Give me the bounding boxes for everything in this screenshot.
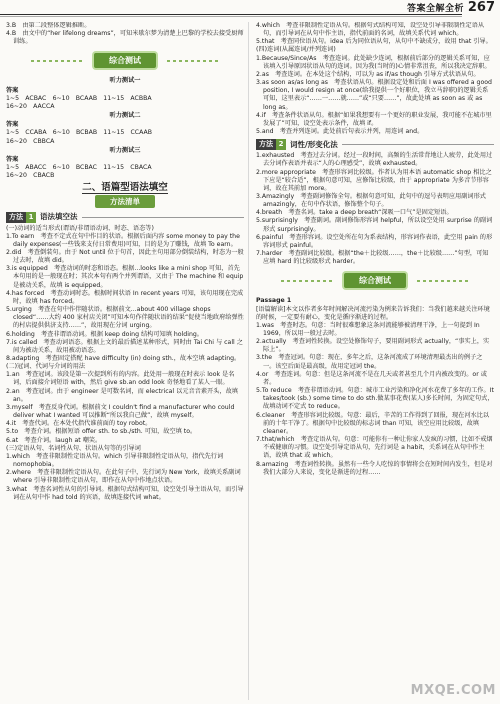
- answer-explanation: (二)冠词、代词与介词的用法: [6, 363, 86, 371]
- test-banner-2: [256, 270, 494, 292]
- subsection-heading: (一)动词的适当形式(谓语/非谓语动词、时态、语态等): [6, 224, 154, 232]
- answer-explanation: 5.To reduce 考查非谓语动词。句意：城市工业污染和净化河水花费了多年的工作。It takes/took (sb.) some time to do sth.做某事花费(某人)多长时间，为固定句式，故填动词不定式 to reduce。: [256, 387, 494, 411]
- answer-explanation: 3.myself 考查反身代词。根据前文 I couldn't find a manufacturer who could deliver what I wanted 可以推断“所以我自己做”，故填 myself。: [6, 403, 235, 420]
- answer-line: 1~5 ABACC 6~10 BCBAC 11~15 CBACA: [6, 164, 152, 172]
- answer-explanation: 2.did 考查倒装句。由于 Not until 位于句首，因此主句用部分倒装结构，时态为一般过去时，故填 did。: [6, 248, 244, 265]
- passage-title: Passage 1: [256, 297, 292, 305]
- answer-explanation: 2.as 考查连词。在本处这个结构，可以为 as if/as though 引导方式状语从句。: [256, 70, 480, 78]
- answer-line: 16~20 AACCA: [6, 102, 55, 110]
- answer-explanation: 5.surprisingly 考查副词。副词修饰形容词 helpful，所以设空处用 surprise 的副词形式 surprisingly。: [256, 217, 493, 233]
- left-body-text: [6, 233, 244, 502]
- answer-explanation: 1.Because/Since/As 考查连词。此处缺少连词，根据前后部分的逻辑关系可知，应该填入引导原因状语从句的连词。因为我(当时的)心情非常沮丧，所以我决定辞职。: [256, 54, 491, 70]
- listening-test-3-title: 听力测试三: [109, 146, 141, 154]
- answer-explanation: 1.which 考查非限制性定语从句。which 引导非限制性定语从句，指代先行词 nomophobia。: [6, 452, 224, 469]
- section-title: 二、语篇型语法填空: [82, 182, 168, 194]
- method-label: 词性/形变化法: [290, 139, 338, 149]
- answer-explanation: 4.which 考查非限制性定语从句。根据句式结构可知，设空处引导非限制性定语从句，而引导词在从句中作主语，指代前面的名词，故填关系代词 which。: [256, 22, 485, 38]
- answer-explanation: 2.actually 考查词性转换。设空处修饰句子，要用副词形式 actually，“事实上，实际上”。: [256, 338, 490, 354]
- test-banner-label: 综合测试: [344, 273, 406, 288]
- answer-label: 答案: [6, 155, 19, 163]
- answer-explanation: 1.an 考查冠词。该段是第一次提到所有的内容。此处用一般现在时表示 look 是名词，后面接介词短语 with，然后 give sb.an odd look 奇怪地看了某人一眼。: [6, 371, 235, 387]
- answer-explanation: 8.amazing 考查词性转换。虽然有一些令人吃惊的事情将会在短时间内发生，但是对我们大部分人来说，变化是渐进的过程……: [256, 460, 493, 476]
- left-column: [6, 22, 244, 700]
- answer-explanation: 5.that 考查同位语从句。idea 后为同位语从句，从句中不缺成分，故用 that 引导。: [256, 38, 492, 46]
- right-body-text-2: [256, 152, 494, 266]
- watermark: MXQE.COM: [410, 683, 496, 698]
- method-number: 2: [276, 139, 286, 150]
- answer-explanation: 3.Amazingly 考查副词修饰全句。根据句意可知，此句中的逗号表明应用副词形式 amazingly，在句中作状语，修饰整个句子。: [256, 192, 486, 209]
- method-heading-1: [6, 212, 244, 223]
- page-header: [0, 0, 500, 18]
- answer-explanation: 4.if 考查条件状语从句。根据“如果我想要有一个更好的职业发展，我可能不在城市里发展了”可知，设空处表示条件，故填 if。: [256, 111, 492, 127]
- answer-explanation: 6.at 考查介词。laugh at 嘲笑。: [6, 436, 102, 444]
- listening-test-2-title: 听力测试二: [109, 112, 141, 120]
- answer-explanation: 6.painful 考查形容词。设空处所在句为系表结构，形容词作表语，此空用 pain 的形容词形式 painful。: [256, 233, 493, 249]
- header-title: 答案全解全析: [406, 4, 464, 14]
- method-tag: 方法: [256, 139, 276, 150]
- answer-explanation: 2.where 考查非限制性定语从句。在此句子中，先行词为 New York，故填关系副词 where 引导非限制性定语从句，即作在从句中作地点状语。: [6, 469, 241, 485]
- answer-explanation: 3.the 考查冠词。句意：现在，多年之后，这条河流成了环境清理最杰出的例子之一。该空后面是最高级，故用定冠词 the。: [256, 354, 483, 370]
- answer-line: 16~20 CBBCA: [6, 137, 55, 145]
- answer-explanation: 4.or 考查连词。句意：但是这条河流不是在几天或者甚至几个月内被改变的。or 或者。: [256, 370, 487, 386]
- right-column: [256, 22, 494, 700]
- answer-item: 4.B 由文中的“her lifelong dreams”，可知米歇尔梦为清楚上巴黎的学校去接受厨师训练。: [6, 30, 244, 46]
- section-subtitle: 方法清单: [95, 195, 155, 208]
- test-banner-label: 综合测试: [94, 53, 156, 68]
- answer-explanation: 7.is called 考查动词语态。根据上文的最后描述某种形式，同时由 Tai Chi 与 call 之间为被动关系，故用被动语态。: [6, 338, 243, 354]
- answer-label: 答案: [6, 86, 19, 94]
- answer-explanation: 4.breath 考查名词。take a deep breath“深吸一口气”是固定短语。: [256, 209, 453, 217]
- answer-line: 1~5 ACBAC 6~10 BCAAB 11~15 ACBBA: [6, 94, 152, 102]
- answer-explanation: 5.and 考查并列连词。此处前后句表示并列，用连词 and。: [256, 128, 424, 136]
- answer-explanation: 6.cleaner 考查形容词比较级。句意：最后，辛苦的工作得到了回报，现在河水比以前的十年干净了。根据句中比较级的标志词 than 可知，该空应用比较级，故填 cleaner。: [256, 411, 490, 435]
- test-banner: [6, 50, 244, 72]
- answer-explanation: 2.more appropriate 考查形容词比较级。作者认为用本语 automatic shop 相比之下应是“较合适”，根据句意可知，应修饰比较级，由于 appropriate 为多音节形容词，故在其前加 more。: [256, 168, 492, 192]
- answer-line: 16~20 CBACB: [6, 172, 55, 180]
- page-number: 267: [467, 0, 495, 15]
- column-divider: [248, 22, 249, 700]
- method-tag: 方法: [6, 212, 26, 223]
- answer-label: 答案: [6, 121, 19, 129]
- right-body-text-3: [256, 322, 494, 477]
- answer-explanation: 4.it 考查代词。在本处代指代谁前面的 toy robot。: [6, 420, 152, 428]
- answer-explanation: 6.holding 考查非谓语动词。根据 keep doing 结构可知填 holding。: [6, 330, 203, 338]
- answer-explanation: 7.that/which 考查定语从句。句意：可能你有一种让你家人发疯的习惯，比如不戒烟不戒健康的习惯。设空处引导定语从句，先行词是 a habit，关系词在从句中作主语，故填 that 或 which。: [256, 436, 493, 460]
- answer-explanation: 1.was 考查时态。句意：当时很难想象这条河流能够被清理干净，上一句提到 In 1969，所以用一般过去时。: [256, 321, 480, 337]
- answer-explanation: 5.to 考查介词。根据短语 offer sth. to sb./sth. 可知，故空填 to。: [6, 428, 197, 436]
- answer-explanation: 3.is equipped 考查动词的时态和语态。根据...looks like a mini shop 可知，首先本句用的是一般现在时；其次本句有两个并列谓语，又由于 The machine 和 equip 是被动关系，故填 is equipped。: [6, 265, 244, 289]
- answer-explanation: 2.an 考查冠词。由于 engineer 是可数名词，而 electrical 以元音音素开头，故填 an。: [6, 387, 238, 403]
- answer-explanation: 4.has forced 考查动词时态。根据时间状语 In recent years 可知，该句用现在完成时，故填 has forced。: [6, 289, 244, 305]
- right-body-text: [256, 22, 494, 136]
- listening-test-1-title: 听力测试一: [109, 77, 141, 85]
- answer-explanation: 1.To earn 考查不定式在句中作目的状语。根据后面内容 some money to pay the daily expenses(一些钱来支付日常费用)可知，目的是为了赚钱，故填 To earn。: [6, 232, 240, 248]
- answer-explanation: (三)定语从句、名词性从句、状语从句等的引导词: [6, 444, 141, 452]
- answer-explanation: (四)连词(从属连词/并列连词): [256, 46, 336, 54]
- answer-line: 1~5 CCABA 6~10 BCBAB 11~15 CCAAB: [6, 129, 152, 137]
- answer-item: 3.B 由第二段整体逻辑推断。: [6, 22, 91, 29]
- method-heading-2: [256, 139, 494, 150]
- method-label: 语法填空法: [40, 211, 78, 221]
- passage-intro: [语篇解读]本文以作者多年时间解决河流污染为例来告诉我们：当我们越来越关注环境的时候，一定要有耐心，变化是循序渐进的过程。: [256, 305, 490, 321]
- answer-explanation: 5.urging 考查在句中作伴随状语。根据前文...about 400 village shops closed“……大约 400 家村店关闭”可知本句作伴随状语的结果“促使当地政府给弹性的村店提供供济支持……”，故用现在分词 urging。: [6, 306, 244, 330]
- answer-explanation: 3.what 考查名词性从句的引导词。根据句式结构可知，设空处引导主语从句，而引导词在从句中作 had told 的宾语，故填连接代词 what。: [6, 485, 244, 501]
- answer-explanation: 3.as soon as/as long as 考查状语从句。根据设定处和后面 I was offered a good position, I would resign at once(给我提供一个好职位，我立马辞职)的逻辑关系可知，这里表示“……一……就……”或“只要……”，故此处填 as soon as 或 as long as。: [256, 79, 492, 111]
- answer-explanation: 8.adapting 考查固定搭配 have difficulty (in) doing sth.，故本空填 adapting。: [6, 355, 241, 362]
- answer-explanation: 7.harder 考查副词比较级。根据“the＋比较级……，the＋比较级……”句型，可知应填 hard 的比较级形式 harder。: [256, 250, 489, 266]
- answer-explanation: 1.exhausted 考查过去分词。经过一段时间，高频的生活常背地让人疲劳，此处用过去分词作表语并表示“人的心理感受”，故填 exhausted。: [256, 152, 493, 168]
- method-number: 1: [26, 212, 36, 223]
